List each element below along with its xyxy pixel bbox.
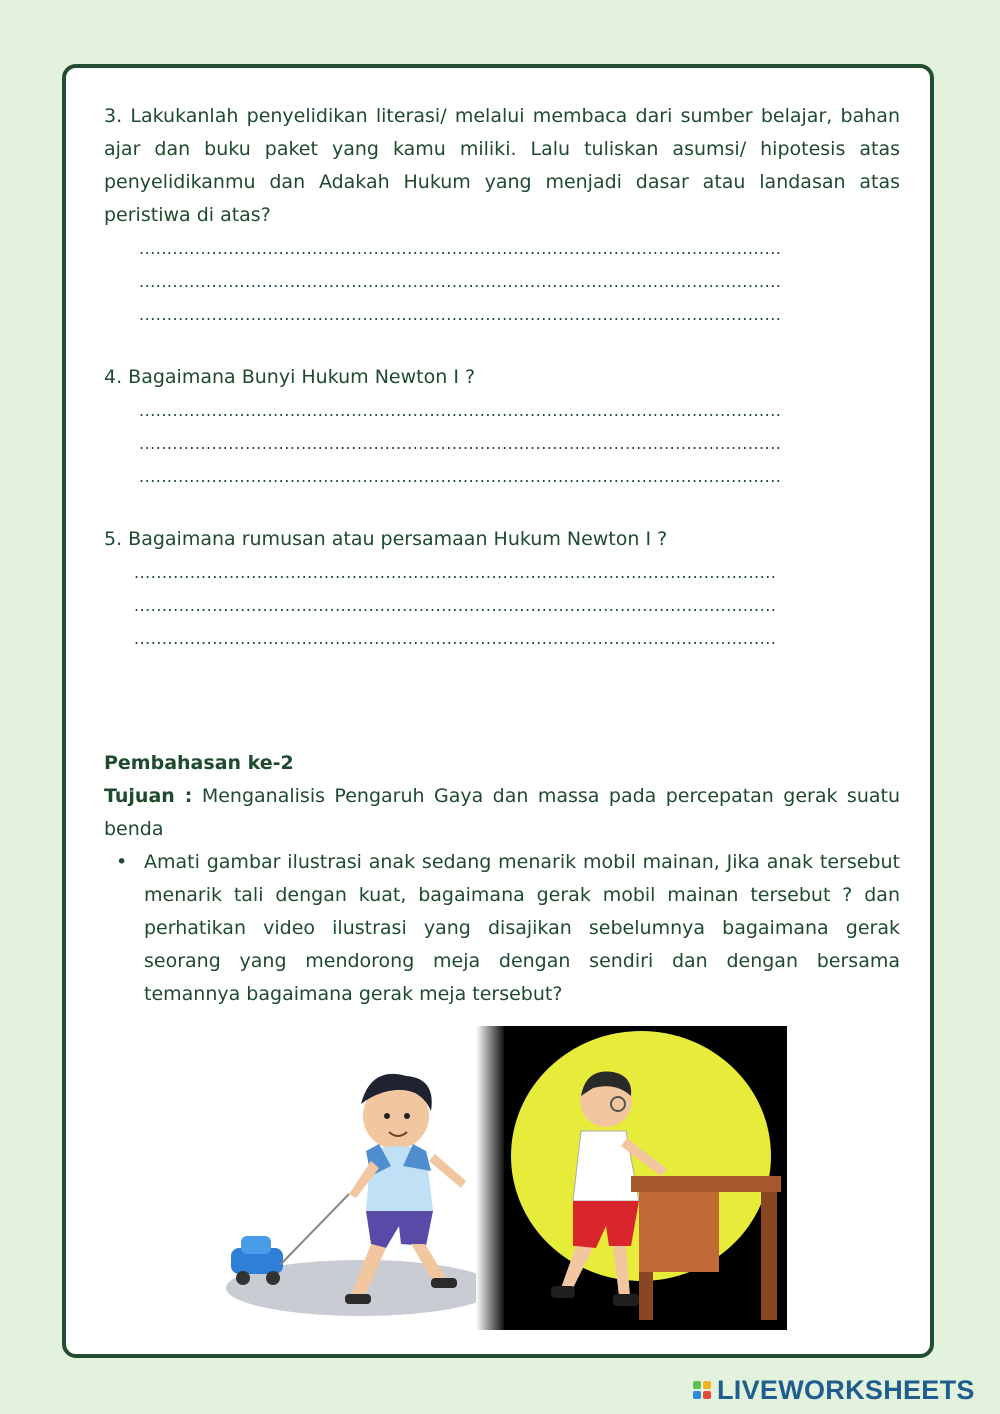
brand-name: LIVEWORKSHEETS <box>717 1374 975 1405</box>
worksheet-card <box>62 64 934 1358</box>
illustration-image <box>221 1026 787 1330</box>
bullet-item <box>116 846 900 1011</box>
bullet-text: Amati gambar ilustrasi anak sedang menarik mobil mainan, Jika anak tersebut menarik tali dengan kuat, bagaimana gerak mobil mainan tersebut ? dan perhatikan video ilustrasi yang disajikan sebelumnya bagaimana gerak seorang yang mendorong meja dengan sendiri dan dengan bersama temannya bagaimana gerak meja tersebut? <box>144 851 900 1005</box>
goal-label: Tujuan : <box>104 785 193 807</box>
answer-line[interactable]: ................................................................................................................... <box>134 563 777 582</box>
question-5-text: 5. Bagaimana rumusan atau persamaan Hukum Newton I ? <box>104 528 668 550</box>
brand-logo <box>693 1376 975 1404</box>
brand-grid-icon <box>693 1381 711 1399</box>
answer-line[interactable]: ................................................................................................................... <box>139 272 782 291</box>
section-heading: Pembahasan ke-2 <box>104 752 294 774</box>
question-4-text: 4. Bagaimana Bunyi Hukum Newton I ? <box>104 366 476 388</box>
answer-line[interactable]: ................................................................................................................... <box>139 467 782 486</box>
answer-line[interactable]: ................................................................................................................... <box>139 434 782 453</box>
answer-line[interactable]: ................................................................................................................... <box>134 629 777 648</box>
goal-text: Menganalisis Pengaruh Gaya dan massa pada percepatan gerak suatu benda <box>104 785 901 840</box>
worksheet-content <box>104 100 900 1011</box>
question-3-text: 3. Lakukanlah penyelidikan literasi/ melalui membaca dari sumber belajar, bahan ajar dan buku paket yang kamu miliki. Lalu tuliskan asumsi/ hipotesis atas penyelidikanmu dan Adakah Hukum yang menjadi dasar atau landasan atas peristiwa di atas? <box>104 105 900 226</box>
answer-line[interactable]: ................................................................................................................... <box>139 239 782 258</box>
bullet-dot-icon: • <box>116 851 128 873</box>
answer-line[interactable]: ................................................................................................................... <box>134 596 777 615</box>
section-goal <box>104 780 900 846</box>
answer-line[interactable]: ................................................................................................................... <box>139 305 782 324</box>
answer-line[interactable]: ................................................................................................................... <box>139 401 782 420</box>
